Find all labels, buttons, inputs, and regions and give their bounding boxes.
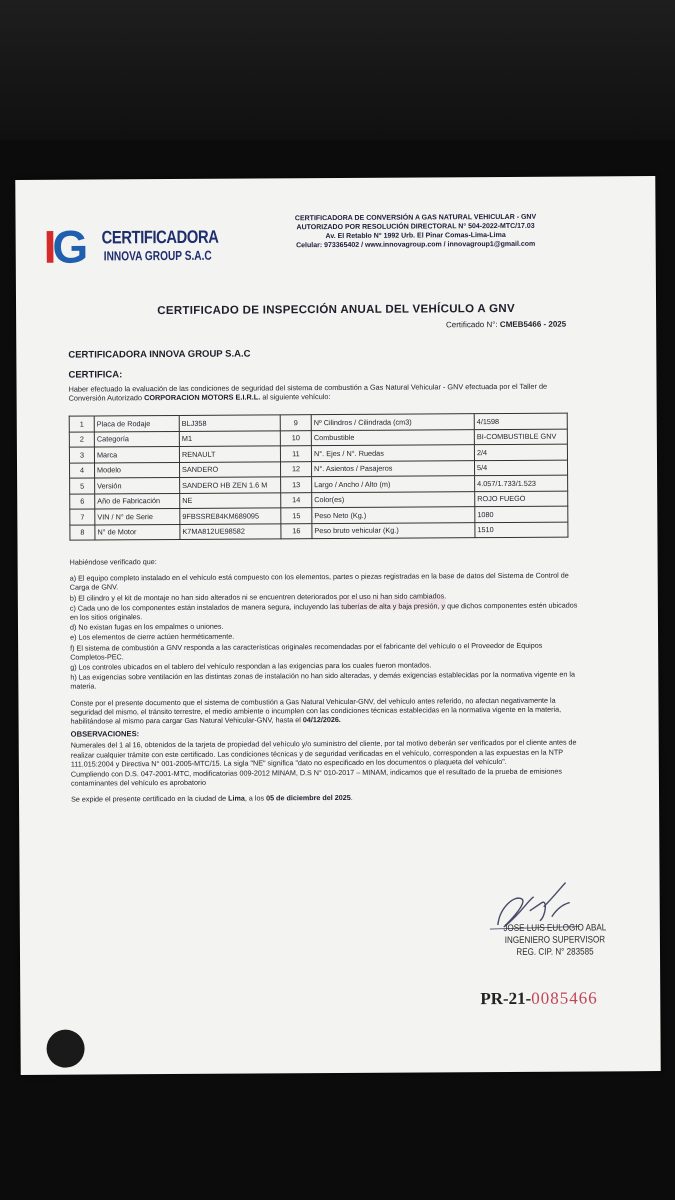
table-cell: 1080 xyxy=(475,506,568,522)
intro-part2: al siguiente vehículo: xyxy=(260,392,331,402)
table-cell: SANDERO HB ZEN 1.6 M xyxy=(180,477,281,493)
table-cell: 12 xyxy=(280,461,311,477)
observation-item: Numerales del 1 al 16, obtenidos de la tarjeta de propiedad del vehículo y/o suministro del cliente, por tal motivo deberán ser verificados por el cliente antes de realizar cualquier trámite con este certificado. Las condiciones técnicas y de seguridad verificadas en el vehículo, corresponden a las expuestas en la NTP 111.015:2004 y Directiva N° 001-2005-MTC/15. La sigla "NE" significa "dato no especificado en los documentos o plaqueta del vehículo". xyxy=(70,737,577,769)
table-cell: 2 xyxy=(69,431,94,447)
table-cell: SANDERO xyxy=(179,461,280,477)
table-row xyxy=(70,522,568,541)
table-cell: M1 xyxy=(179,430,280,446)
table-cell: 1 xyxy=(69,416,94,432)
list-item: a) El equipo completo instalado en el vehículo está compuesto con los elementos, partes o piezas registradas en la base de datos del Sistema de Control de Carga de GNV. xyxy=(69,570,569,593)
list-item: h) Las exigencias sobre ventilación en las distintas zonas de instalación no han sido alteradas, y demás exigencias establecidas por la normativa vigente en la materia. xyxy=(70,669,575,692)
issued-line xyxy=(71,792,579,804)
table-cell: 13 xyxy=(281,477,312,493)
observations-list xyxy=(71,738,579,788)
issued-date: 05 de diciembre del 2025 xyxy=(266,793,351,803)
verification-list xyxy=(70,571,579,692)
document-body xyxy=(70,555,580,806)
observations-heading: OBSERVACIONES: xyxy=(70,729,140,739)
workshop-name: CORPORACION MOTORS E.I.R.L. xyxy=(144,392,261,403)
certificate-document xyxy=(15,176,660,1075)
table-cell: Placa de Rodaje xyxy=(94,415,179,431)
list-item: b) El cilindro y el kit de montaje no han sido alterados ni se encuentren deteriorados por el uso ni han sido cambiados. xyxy=(69,590,447,603)
valid-until-date: 04/12/2026. xyxy=(302,715,341,725)
serial-prefix: PR-21- xyxy=(480,988,532,1009)
header-line-3: Av. El Retablo N° 1992 Urb. El Pinar Comas-Lima-Lima xyxy=(325,231,506,241)
table-cell: Modelo xyxy=(94,462,179,478)
header-info xyxy=(265,213,565,251)
conclusion-text: Conste por el presente documento que el sistema de combustión a Gas Natural Vehicular-GNV, del vehículo antes referido, no afectan negativamente la seguridad del mismo, el tránsito terrestre, el medio ambiente o incumplen con las condiciones técnicas establecidas en la normativa vigente en la materia, habilitándose al mismo para cargar Gas Natural Vehicular-GNV, hasta el xyxy=(70,695,562,726)
table-cell: N°. Ejes / N°. Ruedas xyxy=(311,445,474,461)
issued-city: Lima xyxy=(228,794,245,804)
table-cell: 3 xyxy=(69,447,94,463)
table-cell: Color(es) xyxy=(312,491,475,507)
table-cell: 14 xyxy=(281,492,312,508)
verified-intro: Habiéndose verificado que: xyxy=(69,557,157,567)
list-item: d) No existan fugas en los empalmes o uniones. xyxy=(69,621,224,632)
issued-part1: Se expide el presente certificado en la ciudad de xyxy=(71,794,229,805)
table-cell: K7MA812UE98582 xyxy=(180,523,281,539)
table-cell: NE xyxy=(180,492,281,508)
table-cell: 7 xyxy=(70,509,95,525)
list-item: f) El sistema de combustión a GNV responda a las características originales recomendadas por el fabricante del vehículo o el Proveedor de Equipos Completos-PEC. xyxy=(70,640,543,662)
table-cell: Peso bruto vehicular (Kg.) xyxy=(312,522,475,538)
table-cell: 4/1598 xyxy=(474,413,567,429)
punch-hole xyxy=(46,1030,84,1068)
table-cell: 5/4 xyxy=(474,460,567,476)
conclusion-paragraph xyxy=(70,695,578,726)
company-logo xyxy=(43,220,219,274)
table-cell: 1510 xyxy=(475,522,568,538)
company-name: CERTIFICADORA INNOVA GROUP S.A.C xyxy=(68,348,251,361)
serial-value: 0085466 xyxy=(531,988,598,1008)
certifica-heading: CERTIFICA: xyxy=(68,369,123,381)
header-line-4: Celular: 973365402 / www.innovagroup.com / innovagroup1@gmail.com xyxy=(296,240,536,250)
list-item: c) Cada uno de los componentes están instalados de manera segura, incluyendo las tuberías de alta y baja presión, y que dichos componentes estén ubicados en los sitios originales. xyxy=(69,600,578,622)
intro-part1: Haber efectuado la evaluación de las condiciones de seguridad del sistema de combustión a Gas Natural Vehicular - GNV efectuada por el Taller de Conversión Autorizado xyxy=(68,381,548,403)
table-cell: Versión xyxy=(95,477,180,493)
certificate-number xyxy=(446,320,566,330)
signature-text xyxy=(491,922,619,959)
table-cell: 8 xyxy=(70,524,95,540)
table-cell: 10 xyxy=(280,430,311,446)
table-cell: 5 xyxy=(70,478,95,494)
table-cell: 6 xyxy=(70,493,95,509)
table-cell: Año de Fabricación xyxy=(95,493,180,509)
table-cell: 2/4 xyxy=(474,444,567,460)
table-cell: RENAULT xyxy=(179,446,280,462)
background-glare xyxy=(0,0,675,140)
header-line-2: AUTORIZADO POR RESOLUCIÓN DIRECTORAL N° 504-2022-MTC/17.03 xyxy=(296,222,535,232)
table-cell: VIN / N° de Serie xyxy=(95,508,180,524)
table-cell: N° de Motor xyxy=(95,524,180,540)
vehicle-table xyxy=(69,413,569,541)
issued-part2: , a los xyxy=(244,793,267,804)
list-item: e) Los elementos de cierre actúen herméticamente. xyxy=(70,632,235,643)
table-cell: 9 xyxy=(280,415,311,431)
signer-name: JOSE LUIS EULOGIO ABAL xyxy=(503,922,607,934)
table-cell: Nº Cilindros / Cilindrada (cm3) xyxy=(311,414,474,430)
signature-block xyxy=(460,876,631,967)
table-cell: 11 xyxy=(280,446,311,462)
signer-reg: REG. CIP. N° 283585 xyxy=(516,946,594,958)
signer-role: INGENIERO SUPERVISOR xyxy=(504,934,606,946)
intro-paragraph xyxy=(69,382,549,403)
logo-brand: CERTIFICADORA xyxy=(101,226,219,248)
table-cell: 9FBSSRE84KM689095 xyxy=(180,508,281,524)
table-cell: 4.057/1.733/1.523 xyxy=(475,475,568,491)
ig-logo-icon: IG xyxy=(43,220,85,273)
table-cell: 4 xyxy=(70,462,95,478)
table-cell: BLJ358 xyxy=(179,415,280,431)
certificate-number-label: Certificado N°: xyxy=(445,320,498,330)
header-line-1: CERTIFICADORA DE CONVERSIÓN A GAS NATURAL VEHICULAR - GNV xyxy=(294,213,537,223)
issued-part3: . xyxy=(350,793,353,803)
document-title: CERTIFICADO DE INSPECCIÓN ANUAL DEL VEHÍCULO A GNV xyxy=(157,302,515,318)
observation-item: Cumpliendo con D.S. 047-2001-MTC, modificatorias 009-2012 MINAM, D.S N° 010-2017 – MINAM, indicamos que el resultado de la prueba de emisiones contaminantes del vehículo es aprobatorio xyxy=(70,766,562,788)
table-cell: ROJO FUEGO xyxy=(475,491,568,507)
certificate-number-value: CMEB5466 - 2025 xyxy=(499,319,567,330)
table-cell: Combustible xyxy=(311,429,474,445)
table-cell: Peso Neto (Kg.) xyxy=(312,507,475,523)
table-cell: BI-COMBUSTIBLE GNV xyxy=(474,429,567,445)
serial-number xyxy=(480,988,598,1009)
logo-subtitle: INNOVA GROUP S.A.C xyxy=(103,247,212,264)
table-cell: 15 xyxy=(281,508,312,524)
table-cell: Marca xyxy=(94,446,179,462)
table-cell: 16 xyxy=(281,523,312,539)
table-cell: Largo / Ancho / Alto (m) xyxy=(312,476,475,492)
list-item: g) Los controles ubicados en el tablero del vehículo respondan a las exigencias para los cuales fueron montados. xyxy=(70,660,432,672)
table-cell: Categoría xyxy=(94,431,179,447)
table-cell: N°. Asientos / Pasajeros xyxy=(311,460,474,476)
